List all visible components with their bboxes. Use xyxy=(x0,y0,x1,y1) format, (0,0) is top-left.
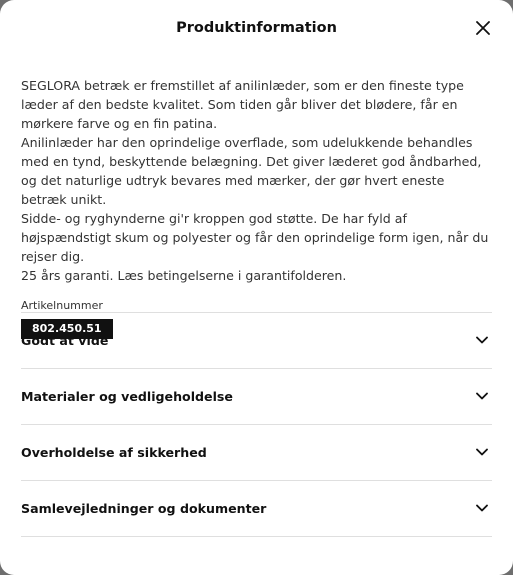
description-paragraph: Anilinlæder har den oprindelige overflade, som udelukkende behandles med en tynd, beskyttende belægning. Det giver læderet god åndbarhed, og det naturlige udtryk bevares med mærker, der gør hvert eneste betræk unikt. xyxy=(21,135,482,207)
dialog-header xyxy=(0,0,513,56)
accordion-item-assembly-documents[interactable] xyxy=(21,481,492,537)
article-number-label: Artikelnummer xyxy=(21,299,103,312)
product-description xyxy=(21,76,492,285)
accordion-item-safety-compliance[interactable] xyxy=(21,425,492,481)
accordion-item-materials-care[interactable] xyxy=(21,369,492,425)
close-icon xyxy=(476,21,490,35)
chevron-down-icon xyxy=(475,389,489,403)
accordion-item-label: Godt at vide xyxy=(21,332,109,348)
chevron-down-icon xyxy=(475,445,489,459)
description-paragraph: 25 års garanti. Læs betingelserne i garantifolderen. xyxy=(21,268,347,283)
close-button[interactable] xyxy=(469,14,497,42)
chevron-down-icon xyxy=(475,501,489,515)
accordion-item-good-to-know[interactable] xyxy=(21,313,492,369)
accordion-item-label: Materialer og vedligeholdelse xyxy=(21,388,233,404)
dialog-title: Produktinformation xyxy=(176,20,337,36)
description-paragraph: Sidde- og ryghynderne gi'r kroppen god støtte. De har fyld af højspændstigt skum og polyester og får den oprindelige form igen, når du rejser dig. xyxy=(21,211,489,264)
dialog-content xyxy=(21,76,492,339)
accordion-item-label: Overholdelse af sikkerhed xyxy=(21,444,207,460)
info-accordion xyxy=(21,312,492,537)
chevron-down-icon xyxy=(475,333,489,347)
description-paragraph: SEGLORA betræk er fremstillet af anilinlæder, som er den fineste type læder af den bedste kvalitet. Som tiden går bliver det blødere, får en mørkere farve og en fin patina. xyxy=(21,78,464,131)
accordion-item-label: Samlevejledninger og dokumenter xyxy=(21,500,267,516)
article-number-badge: 802.450.51 xyxy=(21,319,113,339)
